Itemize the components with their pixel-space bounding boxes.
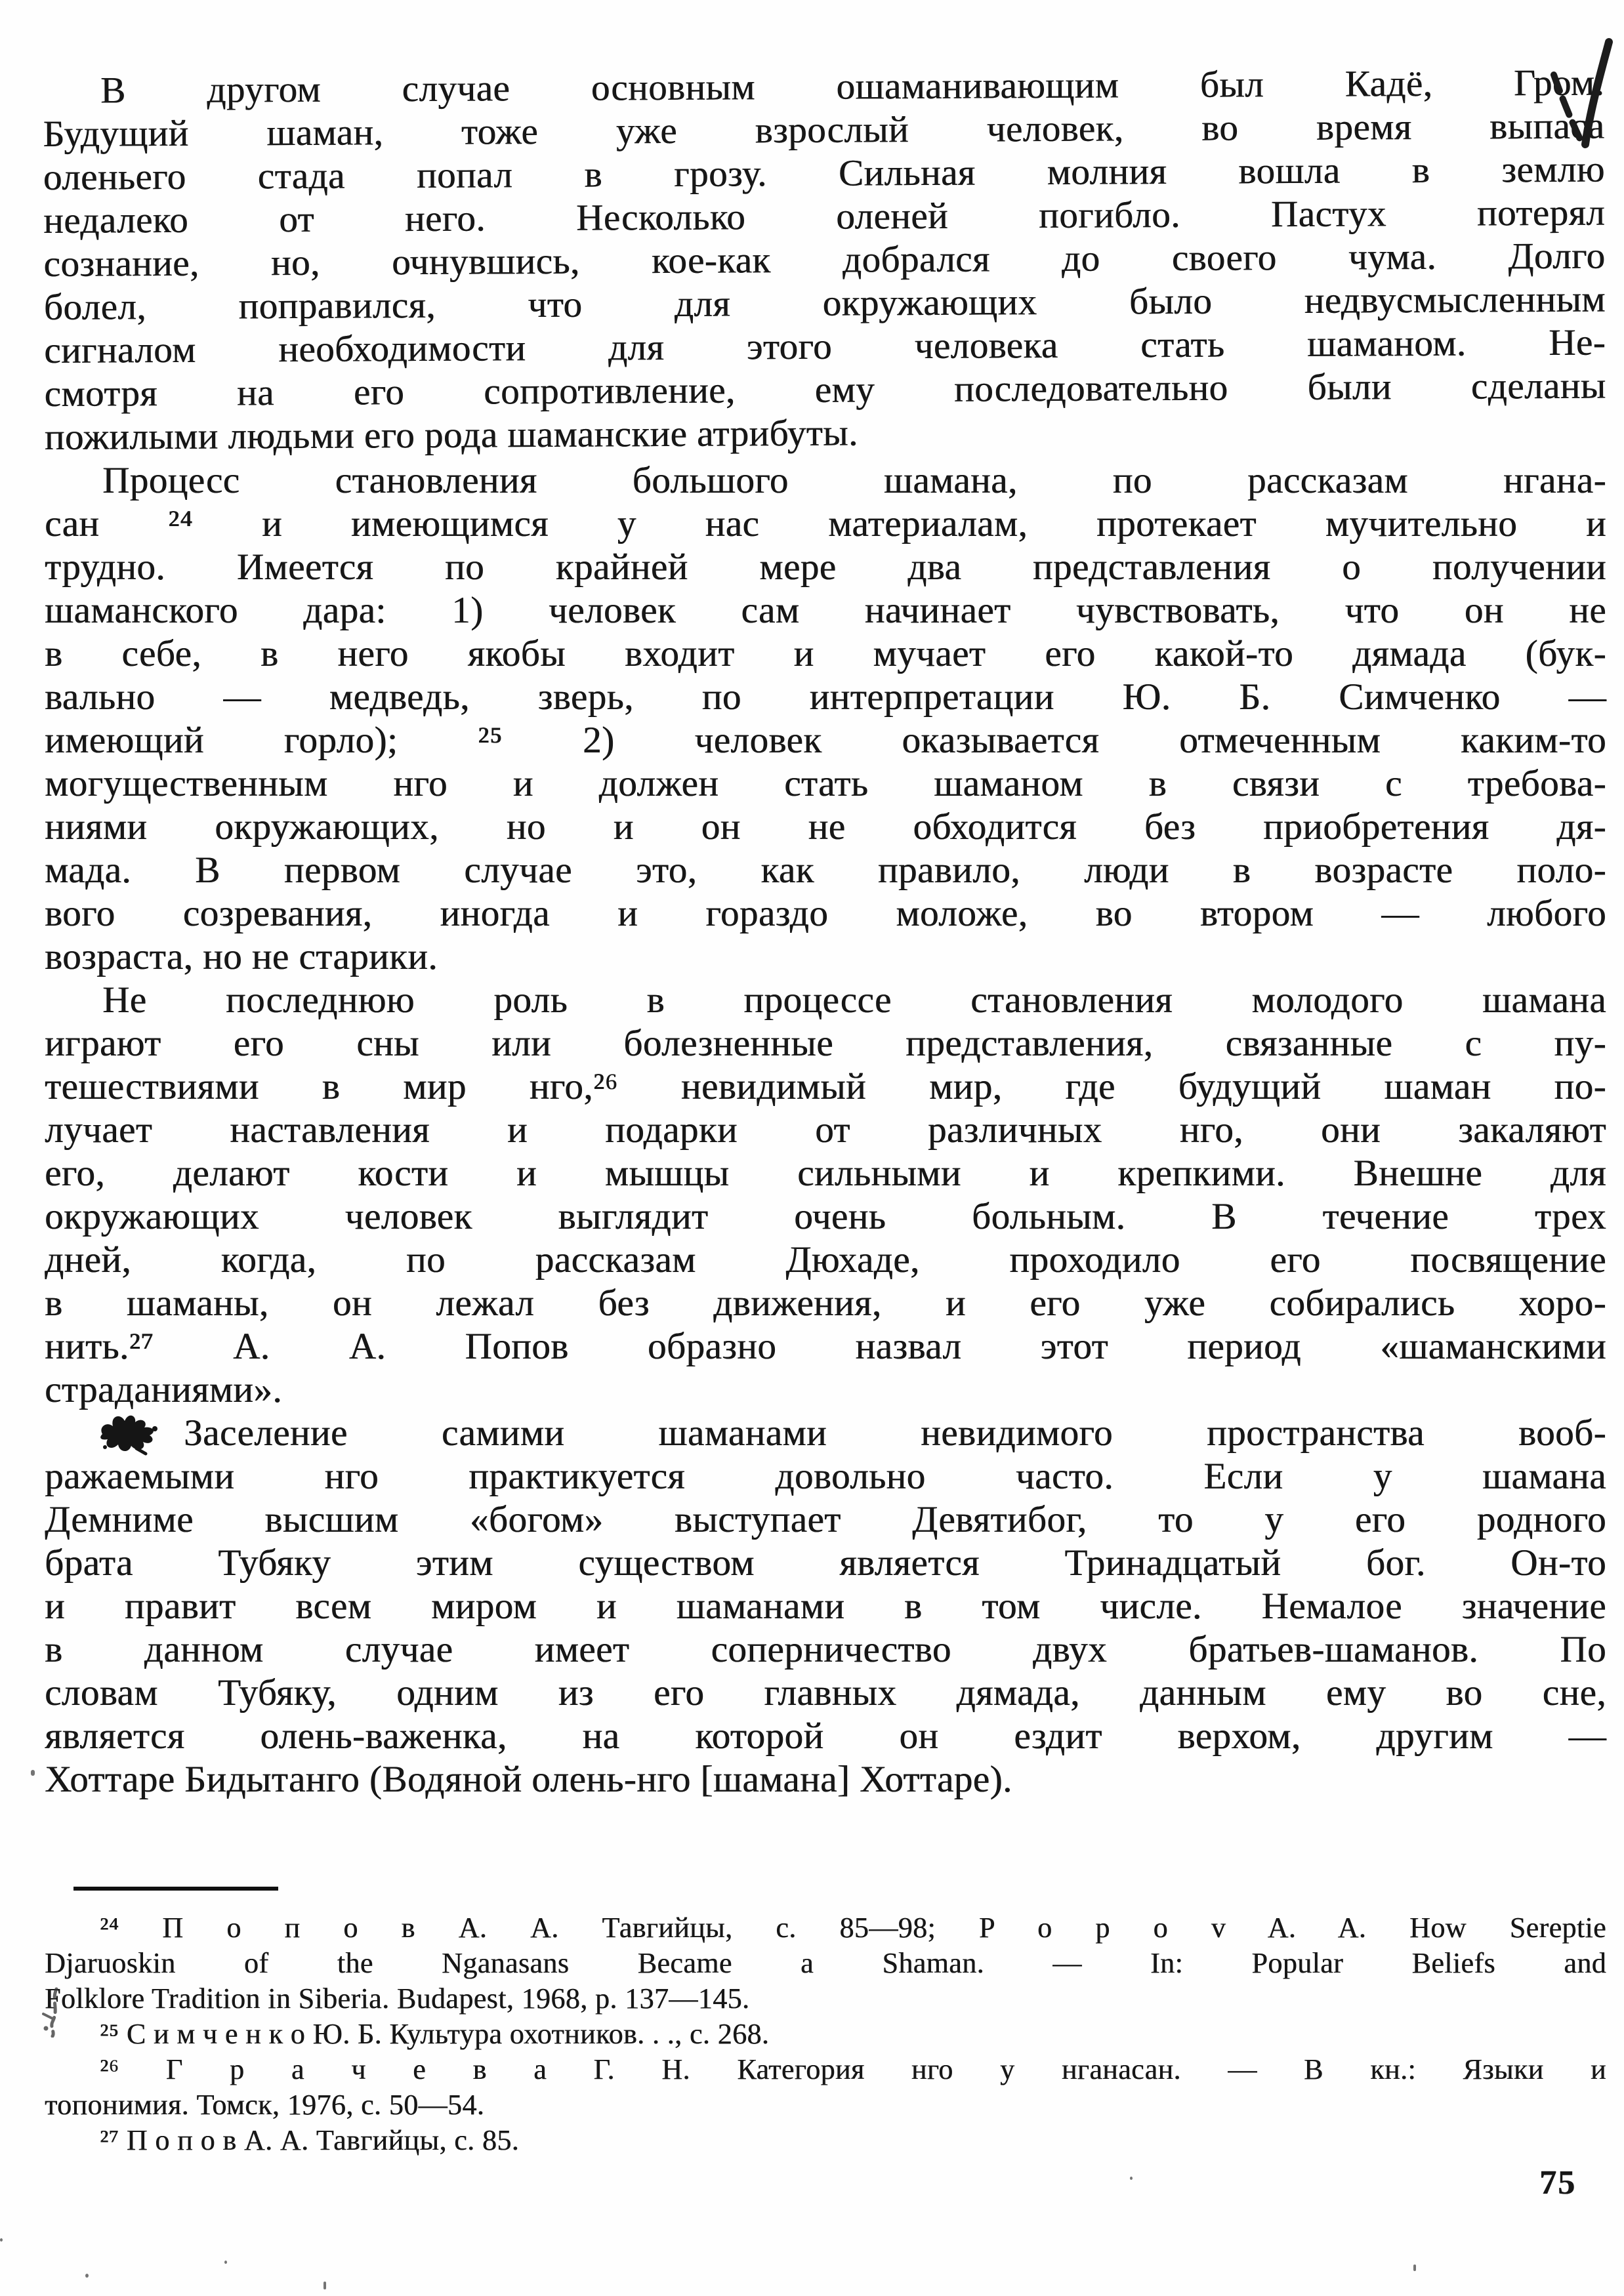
scan-speck bbox=[323, 2282, 326, 2289]
text-line: сознание, но, очнувшись, кое-как добрался до своего чума. Долго bbox=[43, 235, 1606, 285]
text-line: сигналом необходимости для этого человека стать шаманом. Не- bbox=[43, 321, 1606, 372]
footnote-line: ²⁴ П о п о в А. А. Тавгийцы, с. 85—98; P o p o v A. A. How Sereptie bbox=[100, 1912, 1606, 1944]
footnote-line: ²⁶ Г р а ч е в а Г. Н. Категория нго у нганасан. — В кн.: Языки и bbox=[100, 2053, 1606, 2085]
scan-speck bbox=[0, 2238, 3, 2242]
footnotes-block bbox=[45, 1910, 1606, 2158]
text-line: недалеко от него. Несколько оленей погибло. Пастух потерял bbox=[43, 192, 1606, 242]
text-line: словам Тубяку, одним из его главных дямада, данным ему во сне, bbox=[45, 1672, 1606, 1713]
footnote-line: Djaruoskin of the Nganasans Became a Shaman. — In: Popular Beliefs and bbox=[45, 1947, 1606, 1979]
text-line: окружающих человек выглядит очень больным. В течение трех bbox=[45, 1196, 1606, 1237]
text-line: вально — медведь, зверь, по интерпретации Ю. Б. Симченко — bbox=[45, 676, 1606, 718]
text-line: В другом случае основным ошаманивающим был Кадё, Гром. bbox=[100, 62, 1605, 112]
text-line: нить.²⁷ А. А. Попов образно назвал этот период «шаманскими bbox=[45, 1326, 1606, 1367]
footnote-line: ²⁵ С и м ч е н к о Ю. Б. Культура охотников. . ., с. 268. bbox=[100, 2018, 770, 2050]
text-line: Хоттаре Бидытанго (Водяной олень-нго [шамана] Хоттаре). bbox=[45, 1759, 1012, 1800]
footnote-line: ²⁷ П о п о в А. А. Тавгийцы, с. 85. bbox=[100, 2124, 520, 2156]
text-line: ниями окружающих, но и он не обходится без приобретения дя- bbox=[45, 806, 1606, 848]
text-line: ражаемыми нго практикуется довольно часто. Если у шамана bbox=[45, 1456, 1606, 1497]
text-line: является олень-важенка, на которой он ездит верхом, другим — bbox=[45, 1715, 1606, 1757]
text-line: его, делают кости и мышцы сильными и крепкими. Внешне для bbox=[45, 1153, 1606, 1194]
scan-speck bbox=[1413, 2265, 1416, 2271]
text-line: вого созревания, иногда и гораздо моложе, во втором — любого bbox=[45, 893, 1606, 934]
text-line: Будущий шаман, тоже уже взрослый человек, во время выпаса bbox=[43, 105, 1605, 155]
footnote-line: Folklore Tradition in Siberia. Budapest, 1968, p. 137—145. bbox=[45, 1982, 750, 2015]
paragraph-4 bbox=[45, 1412, 1606, 1801]
text-line: брата Тубяку этим существом является Тринадцатый бог. Он-то bbox=[45, 1542, 1606, 1584]
page-number: 75 bbox=[1539, 2164, 1576, 2202]
text-line: и правит всем миром и шаманами в том числе. Немалое значение bbox=[45, 1586, 1606, 1627]
text-line: дней, когда, по рассказам Дюхаде, проходило его посвящение bbox=[45, 1239, 1606, 1281]
text-line: смотря на его сопротивление, ему последовательно были сделаны bbox=[44, 365, 1606, 415]
paragraph-1 bbox=[43, 62, 1606, 459]
text-line: в данном случае имеет соперничество двух братьев-шаманов. По bbox=[45, 1629, 1606, 1670]
text-line: возраста, но не старики. bbox=[45, 936, 438, 977]
text-line: пожилыми людьми его рода шаманские атрибуты. bbox=[44, 412, 858, 458]
footnote-line: топонимия. Томск, 1976, с. 50—54. bbox=[45, 2089, 485, 2121]
paragraph-2 bbox=[45, 459, 1606, 979]
text-line: могущественным нго и должен стать шаманом в связи с требова- bbox=[45, 763, 1606, 804]
paragraph-3 bbox=[45, 979, 1606, 1412]
scan-speck bbox=[31, 1770, 35, 1776]
text-line: играют его сны или болезненные представления, связанные с пу- bbox=[45, 1023, 1606, 1064]
text-line: в себе, в него якобы входит и мучает его какой-то дямада (бук- bbox=[45, 633, 1606, 674]
text-line: страданиями». bbox=[45, 1369, 283, 1410]
body-text bbox=[43, 62, 1606, 1801]
text-line: оленьего стада попал в грозу. Сильная молния вошла в землю bbox=[43, 148, 1605, 199]
ink-blot bbox=[97, 1409, 163, 1456]
margin-scribble bbox=[37, 1985, 84, 2038]
text-line: шаманского дара: 1) человек сам начинает чувствовать, что он не bbox=[45, 590, 1606, 631]
text-line: сан ²⁴ и имеющимся у нас материалам, протекает мучительно и bbox=[45, 503, 1606, 544]
text-line: Не последнюю роль в процессе становления молодого шамана bbox=[102, 979, 1606, 1021]
pen-checkmark-icon bbox=[1543, 34, 1622, 159]
scan-speck bbox=[1130, 2177, 1133, 2180]
scan-speck bbox=[224, 2261, 227, 2264]
text-line: мада. В первом случае это, как правило, люди в возрасте поло- bbox=[45, 850, 1606, 891]
text-line: трудно. Имеется по крайней мере два представления о получении bbox=[45, 546, 1606, 588]
text-line: в шаманы, он лежал без движения, и его уже собирались хоро- bbox=[45, 1282, 1606, 1324]
text-line: имеющий горло); ²⁵ 2) человек оказывается отмеченным каким-то bbox=[45, 720, 1606, 761]
text-line: лучает наставления и подарки от различных нго, они закаляют bbox=[45, 1109, 1606, 1151]
text-line: болел, поправился, что для окружающих было недвусмысленным bbox=[43, 278, 1606, 329]
text-line: Заселение самими шаманами невидимого пространства вооб- bbox=[184, 1412, 1606, 1454]
scan-speck bbox=[85, 2274, 89, 2278]
text-line: тешествиями в мир нго,²⁶ невидимый мир, где будущий шаман по- bbox=[45, 1066, 1606, 1107]
footnote-separator bbox=[73, 1887, 278, 1891]
text-line: Демниме высшим «богом» выступает Девятибог, то у его родного bbox=[45, 1499, 1606, 1540]
text-line: Процесс становления большого шамана, по рассказам нгана- bbox=[102, 460, 1606, 501]
